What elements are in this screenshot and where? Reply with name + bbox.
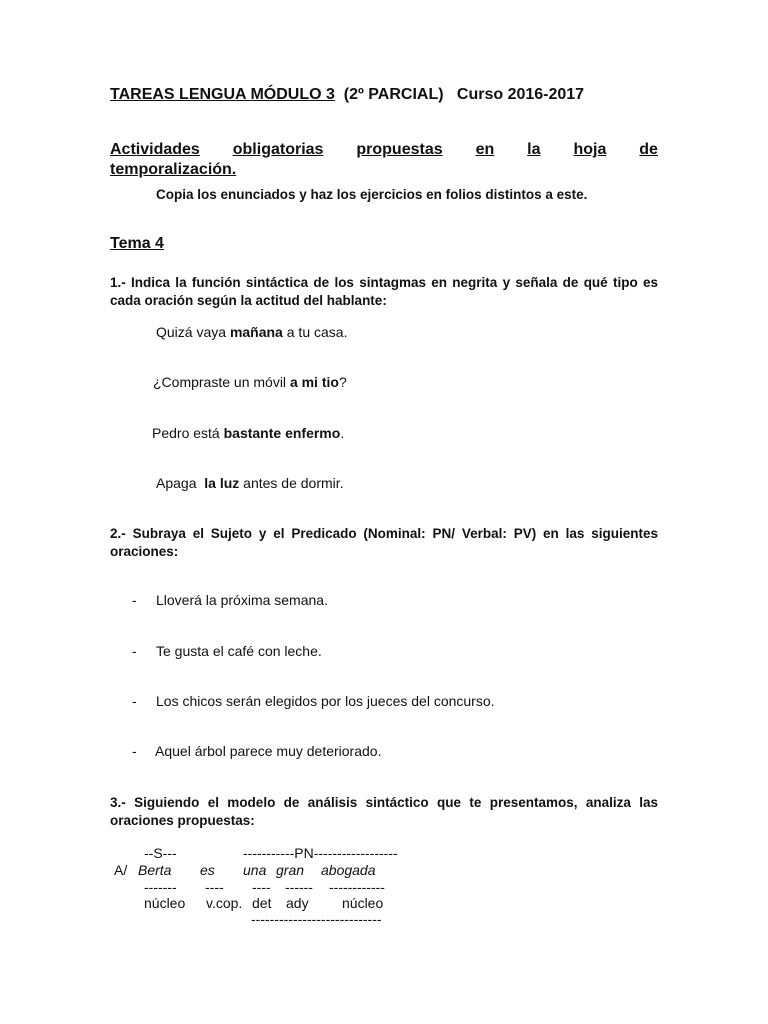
sentence-bold: mañana — [229, 324, 283, 340]
model-function: ady — [286, 895, 309, 911]
model-function: núcleo — [144, 895, 186, 911]
model-function: v.cop. — [206, 895, 243, 911]
heading-word: de — [639, 141, 658, 158]
question-2-prompt: 2.- Subraya el Sujeto y el Predicado (Nominal: PN/ Verbal: PV) en las siguientes oraciones: — [110, 526, 658, 559]
sentence-bold: a mi tio — [289, 374, 339, 390]
list-item: Te gusta el café con leche. — [156, 643, 322, 659]
model-label: A/ — [114, 862, 128, 878]
title-parcial: (2º PARCIAL) — [343, 86, 444, 103]
model-predicate-bracket: -----------PN------------------ — [243, 845, 398, 861]
model-dash: ------ — [285, 879, 313, 895]
heading-word: en — [475, 141, 495, 158]
list-dash: - — [132, 643, 137, 659]
model-dash: ---- — [252, 879, 271, 895]
activities-heading-line1 — [110, 140, 658, 160]
model-word: es — [200, 862, 215, 878]
activities-heading — [110, 140, 658, 180]
sentence-text: Quizá vaya — [156, 324, 230, 340]
model-word: gran — [276, 862, 305, 878]
sentence-text: . — [340, 425, 345, 441]
model-predicate-underline: ---------------------------- — [251, 911, 382, 927]
model-subject-bracket: --S--- — [144, 845, 177, 861]
heading-word: hoja — [573, 141, 607, 158]
sentence-bold: bastante enfermo — [223, 425, 341, 441]
heading-word: la — [527, 141, 541, 158]
model-word: una — [243, 862, 267, 878]
model-dash: ------- — [144, 879, 177, 895]
sentence-text: Apaga — [156, 475, 205, 491]
model-word: abogada — [321, 862, 376, 878]
heading-word: propuestas — [356, 141, 443, 158]
sentence-text: ¿Compraste un móvil — [153, 374, 290, 390]
title-curso: Curso 2016-2017 — [456, 86, 585, 103]
instructions-text: Copia los enunciados y haz los ejercicios en folios distintos a este. — [156, 187, 588, 202]
list-dash: - — [132, 743, 137, 759]
activities-heading-line2: temporalización. — [110, 161, 237, 178]
q1-sentence — [156, 324, 347, 340]
model-function: núcleo — [342, 895, 384, 911]
sentence-bold: la luz — [204, 475, 240, 491]
sentence-text: antes de dormir. — [239, 475, 344, 491]
sentence-text: a tu casa. — [282, 324, 348, 340]
q1-sentence — [152, 425, 344, 441]
list-item: Aquel árbol parece muy deteriorado. — [155, 743, 382, 759]
model-dash: ------------ — [329, 879, 385, 895]
model-dash: ---- — [205, 879, 224, 895]
question-3-prompt: 3.- Siguiendo el modelo de análisis sintáctico que te presentamos, analiza las oraciones propuestas: — [110, 795, 658, 828]
list-dash: - — [132, 592, 137, 608]
list-item: Los chicos serán elegidos por los jueces del concurso. — [156, 693, 495, 709]
heading-word: obligatorias — [232, 141, 324, 158]
sentence-text: ? — [338, 374, 347, 390]
heading-word: Actividades — [110, 141, 200, 158]
question-1-prompt: 1.- Indica la función sintáctica de los sintagmas en negrita y señala de qué tipo es cada oración según la actitud del hablante: — [110, 275, 658, 308]
model-word: Berta — [138, 862, 172, 878]
section-heading: Tema 4 — [110, 235, 164, 252]
document-title — [110, 86, 584, 104]
list-dash: - — [132, 693, 137, 709]
model-function: det — [252, 895, 272, 911]
q1-sentence — [153, 374, 347, 390]
title-main: TAREAS LENGUA MÓDULO 3 — [110, 86, 335, 103]
sentence-text: Pedro está — [152, 425, 224, 441]
q1-sentence — [156, 475, 344, 491]
list-item: Lloverá la próxima semana. — [156, 592, 328, 608]
